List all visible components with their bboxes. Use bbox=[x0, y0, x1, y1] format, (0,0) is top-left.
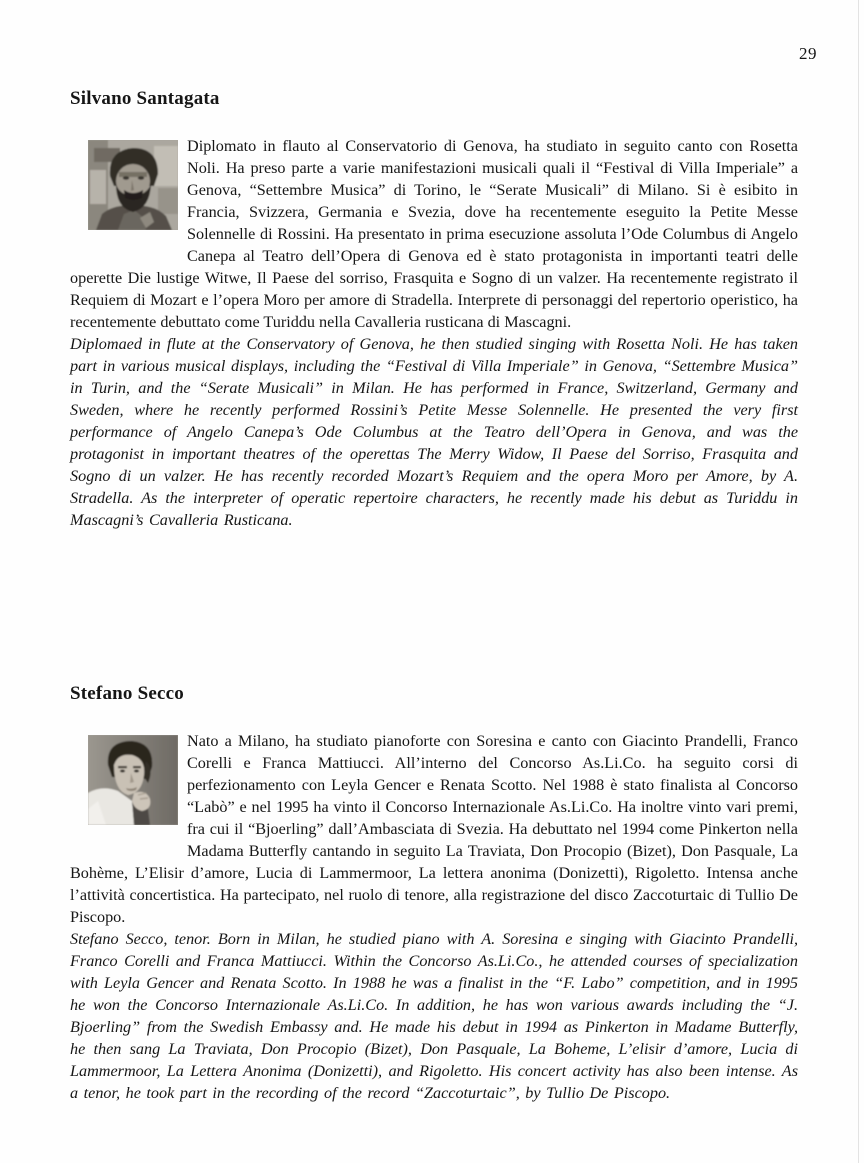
page-content bbox=[70, 0, 798, 1104]
artist-photo bbox=[88, 140, 178, 230]
portrait-young-man-image bbox=[88, 735, 178, 825]
page-number: 29 bbox=[799, 44, 817, 63]
artist-section bbox=[70, 683, 798, 1104]
artist-bio bbox=[70, 135, 798, 531]
bio-english: Stefano Secco, tenor. Born in Milan, he studied piano with A. Soresina e singing with Giacinto Prandelli, Franco Corelli and Franca Mattiucci. Within the Concorso As.Li.Co., he attended courses of specialization with Leyla Gencer and Renata Scotto. In 1988 he was a finalist in the “F. Labo” competition, and in 1995 he won the Concorso Internazionale As.Li.Co. In addition, he has won various awards including the “J. Bjoerling” from the Swedish Embassy and. He made his debut in 1994 as Pinkerton in Madame Butterfly, he then sang La Traviata, Don Procopio (Bizet), Don Pasquale, La Boheme, L’elisir d’amore, Lucia di Lammermoor, La Lettera Anonima (Donizetti), and Rigoletto. His concert activity has also been intense. As a tenor, he took part in the recording of the record “Zaccoturtaic”, by Tullio De Piscopo. bbox=[70, 930, 798, 1102]
artist-bio bbox=[70, 730, 798, 1104]
bio-italian: Nato a Milano, ha studiato pianoforte con Soresina e canto con Giacinto Prandelli, Franco Corelli e Franca Mattiucci. All’interno del Concorso As.Li.Co. ha seguito corsi di perfezionamento con Leyla Gencer e Renata Scotto. Nel 1988 è stato finalista al Concorso “Labò” e nel 1995 ha vinto il Concorso Internazionale As.Li.Co. Ha inoltre vinto vari premi, fra cui il “Bjoerling” dall’Ambasciata di Svezia. Ha debuttato nel 1994 come Pinkerton nella Madama Butterfly cantando in seguito La Traviata, Don Procopio (Bizet), Don Pasquale, La Bohème, L’Elisir d’amore, Lucia di Lammermoor, La lettera anonima (Donizetti), Rigoletto. Intensa anche l’attività concertistica. Ha partecipato, nel ruolo di tenore, alla registrazione del disco Zaccoturtaic di Tullio De Piscopo. bbox=[70, 732, 798, 926]
artist-photo bbox=[88, 735, 178, 825]
artist-name-heading: Stefano Secco bbox=[70, 683, 184, 704]
portrait-bearded-man-image bbox=[88, 140, 178, 230]
bio-english: Diplomaed in flute at the Conservatory of Genova, he then studied singing with Rosetta Noli. He has taken part in various musical displays, including the “Festival di Villa Imperiale” in Genova, “Settembre Musica” in Turin, and the “Serate Musicali” in Milan. He has performed in France, Switzerland, Germany and Sweden, where he recently performed Rossini’s Petite Messe Solennelle. He presented the very first performance of Angelo Canepa’s Ode Columbus at the Teatro dell’Opera in Genova, and was the protagonist in important theatres of the operettas The Merry Widow, Il Paese del Sorriso, Frasquita and Sogno di un valzer. He has recently recorded Mozart’s Requiem and the opera Moro per Amore, by A. Stradella. As the interpreter of operatic repertoire characters, he recently made his debut as Turiddu in Mascagni’s Cavalleria Rusticana. bbox=[70, 335, 798, 529]
scan-edge-line bbox=[858, 0, 859, 1163]
bio-italian: Diplomato in flauto al Conservatorio di Genova, ha studiato in seguito canto con Rosetta Noli. Ha preso parte a varie manifestazioni musicali quali il “Festival di Villa Imperiale” a Genova, “Settembre Musica” di Torino, le “Serate Musicali” di Milano. Si è esibito in Francia, Svizzera, Germania e Svezia, dove ha recentemente eseguito la Petite Messe Solennelle di Rossini. Ha presentato in prima esecuzione assoluta l’Ode Columbus di Angelo Canepa al Teatro dell’Opera di Genova ed è stato protagonista in importanti teatri delle operette Die lustige Witwe, Il Paese del sorriso, Frasquita e Sogno di un valzer. Ha recentemente registrato il Requiem di Mozart e l’opera Moro per amore di Stradella. Interprete di personaggi del repertorio operistico, ha recentemente debuttato come Turiddu nella Cavalleria rusticana di Mascagni. bbox=[70, 137, 798, 331]
artist-section bbox=[70, 88, 798, 531]
artist-name-heading: Silvano Santagata bbox=[70, 88, 220, 109]
